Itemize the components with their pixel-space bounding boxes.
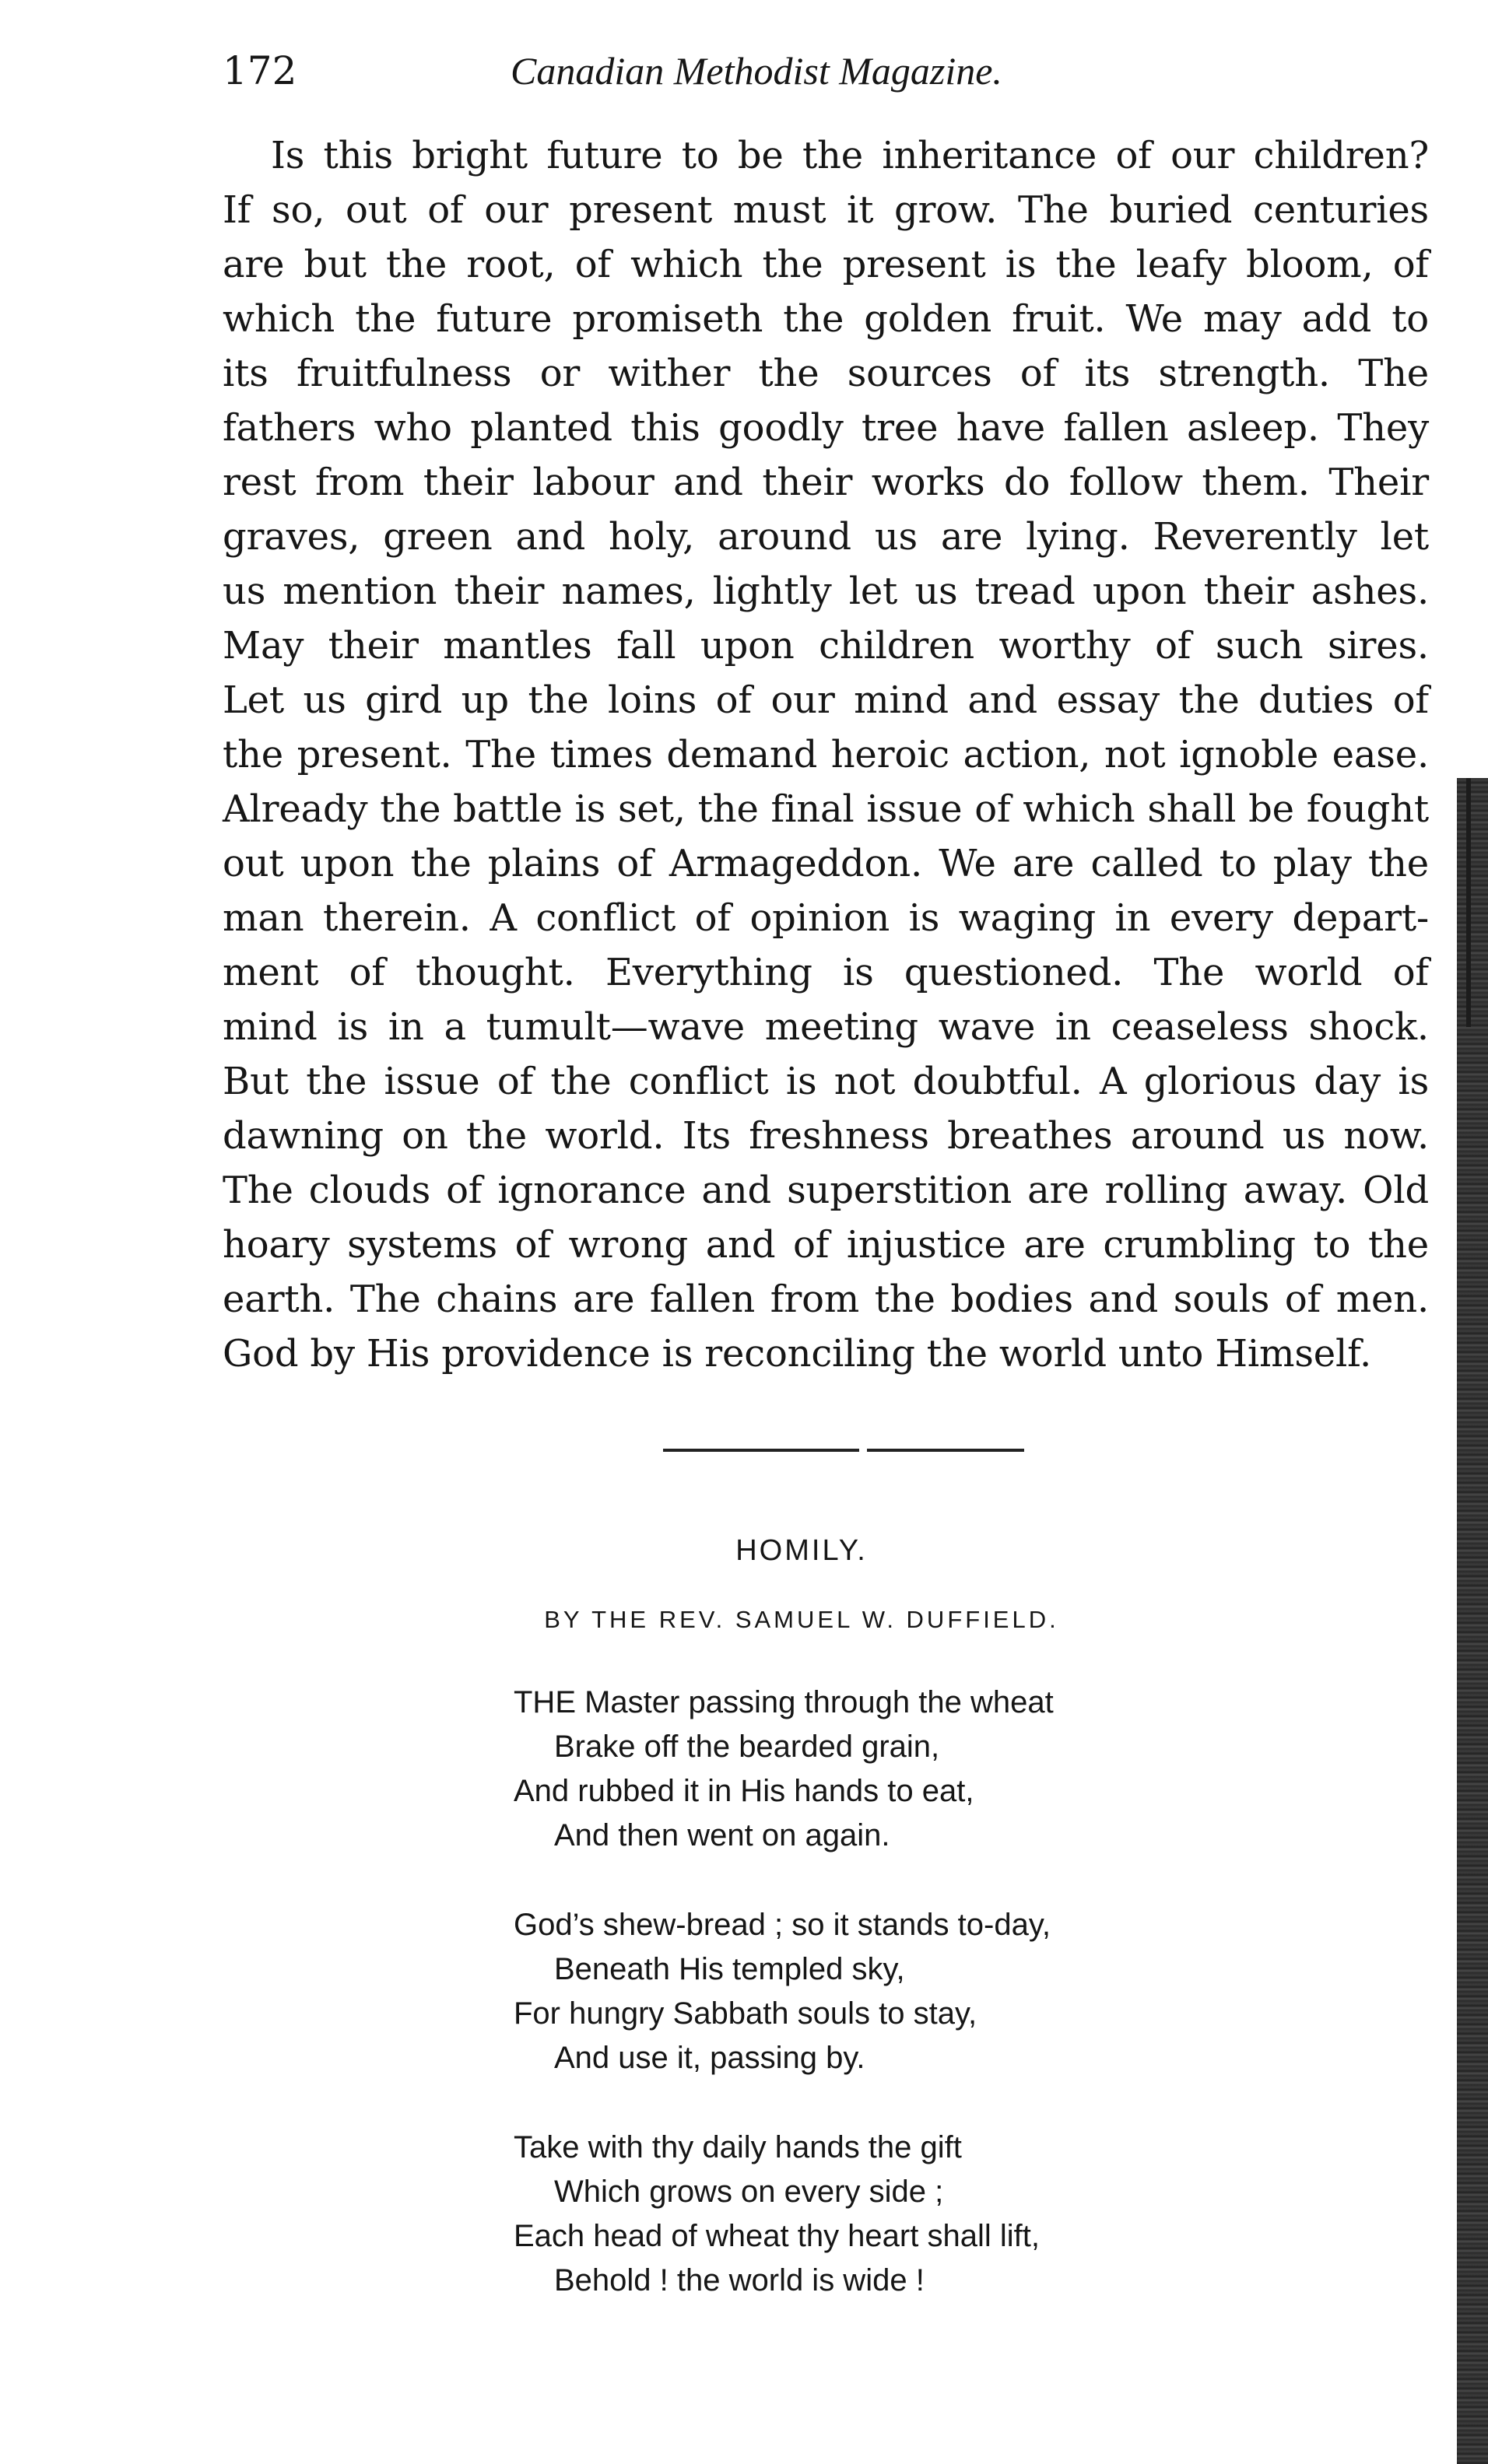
essay-line: May their mantles fall upon children worthy of such sires. (223, 624, 1429, 668)
poem-stanza (514, 1681, 1214, 1858)
poem-verse: THE Master passing through the wheat (514, 1685, 1054, 1719)
essay-line: Is this bright future to be the inheritance of our children? (271, 134, 1429, 177)
essay-line: its fruitfulness or wither the sources of its strength. The (223, 352, 1429, 395)
essay-line: Already the battle is set, the final issue of which shall be fought (223, 787, 1429, 831)
page-number: 172 (223, 48, 297, 93)
poem-verse: And then went on again. (554, 1818, 890, 1852)
essay-line: fathers who planted this goodly tree have fallen asleep. They (223, 406, 1429, 450)
poem-verse: Take with thy daily hands the gift (514, 2130, 962, 2164)
poem-verse: God’s shew-bread ; so it stands to-day, (514, 1908, 1051, 1942)
essay-line: out upon the plains of Armageddon. We are called to play the (223, 842, 1429, 885)
poem-stanza (514, 2126, 1214, 2303)
running-title: Canadian Methodist Magazine. (511, 49, 1002, 93)
scan-edge-line (1466, 778, 1471, 1027)
poem-body (514, 1681, 1214, 2348)
essay-paragraph (223, 128, 1429, 1381)
poem-author: BY THE REV. SAMUEL W. DUFFIELD. (544, 1606, 1059, 1633)
essay-line: But the issue of the conflict is not doubtful. A glorious day is (223, 1060, 1429, 1103)
essay-line: rest from their labour and their works do follow them. Their (223, 461, 1429, 504)
essay-line: dawning on the world. Its freshness breathes around us now. (223, 1114, 1429, 1158)
section-divider-right (867, 1449, 1024, 1452)
essay-line: hoary systems of wrong and of injustice are crumbling to the (223, 1223, 1429, 1267)
essay-line: ment of thought. Everything is questioned. The world of (223, 951, 1429, 994)
essay-line: which the future promiseth the golden fruit. We may add to (223, 297, 1429, 341)
poem-verse: And use it, passing by. (554, 2041, 865, 2075)
poem-verse: Behold ! the world is wide ! (554, 2263, 925, 2298)
essay-line: mind is in a tumult—wave meeting wave in ceaseless shock. (223, 1005, 1429, 1049)
poem-verse: For hungry Sabbath souls to stay, (514, 1996, 977, 2031)
essay-line: The clouds of ignorance and superstition are rolling away. Old (223, 1169, 1429, 1212)
poem-verse: Brake off the bearded grain, (554, 1730, 940, 1764)
poem-verse: Beneath His templed sky, (554, 1952, 905, 1986)
page-header (223, 48, 1437, 103)
essay-line: are but the root, of which the present is the leafy bloom, of (223, 243, 1429, 286)
essay-line: man therein. A conflict of opinion is waging in every depart- (223, 896, 1429, 940)
poem-stanza (514, 1903, 1214, 2080)
essay-line: us mention their names, lightly let us tread upon their ashes. (223, 570, 1429, 613)
section-divider-left (663, 1449, 859, 1452)
essay-line: graves, green and holy, around us are lying. Reverently let (223, 515, 1429, 559)
poem-title: HOMILY. (735, 1534, 868, 1567)
poem-verse: Which grows on every side ; (554, 2175, 944, 2209)
essay-line: God by His providence is reconciling the world unto Himself. (223, 1332, 1372, 1376)
poem-verse: And rubbed it in His hands to eat, (514, 1774, 974, 1808)
poem-verse: Each head of wheat thy heart shall lift, (514, 2219, 1040, 2253)
scan-edge-shadow (1457, 778, 1488, 2464)
essay-line: earth. The chains are fallen from the bodies and souls of men. (223, 1278, 1429, 1321)
essay-line: Let us gird up the loins of our mind and essay the duties of (223, 678, 1429, 722)
essay-line: If so, out of our present must it grow. The buried centuries (223, 188, 1429, 232)
essay-line: the present. The times demand heroic action, not ignoble ease. (223, 733, 1429, 776)
